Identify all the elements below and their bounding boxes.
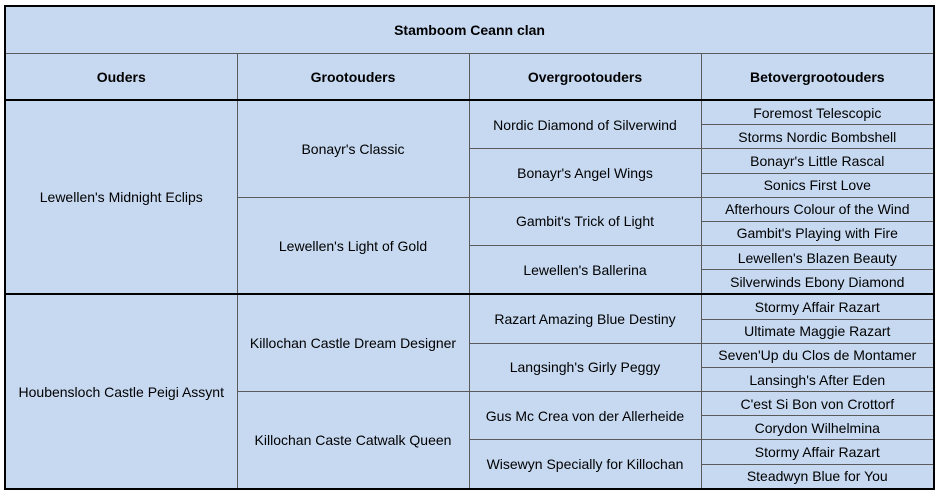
great-great-grandparent-cell: Corydon Wilhelmina	[701, 416, 934, 440]
grandparent-cell: Killochan Caste Catwalk Queen	[237, 392, 469, 489]
great-great-grandparent-cell: Seven'Up du Clos de Montamer	[701, 343, 934, 367]
great-great-grandparent-cell: Silverwinds Ebony Diamond	[701, 270, 934, 295]
header-grootouders: Grootouders	[237, 54, 469, 101]
parent-cell: Houbensloch Castle Peigi Assynt	[5, 294, 237, 489]
parent-cell: Lewellen's Midnight Eclips	[5, 100, 237, 294]
great-grandparent-cell: Gus Mc Crea von der Allerheide	[469, 392, 701, 440]
great-grandparent-cell: Lewellen's Ballerina	[469, 246, 701, 295]
great-great-grandparent-cell: Lewellen's Blazen Beauty	[701, 246, 934, 270]
great-great-grandparent-cell: C'est Si Bon von Crottorf	[701, 392, 934, 416]
great-grandparent-cell: Razart Amazing Blue Destiny	[469, 294, 701, 343]
header-overgrootouders: Overgrootouders	[469, 54, 701, 101]
grandparent-cell: Lewellen's Light of Gold	[237, 197, 469, 294]
great-great-grandparent-cell: Foremost Telescopic	[701, 100, 934, 125]
grandparent-cell: Killochan Castle Dream Designer	[237, 294, 469, 391]
great-great-grandparent-cell: Steadwyn Blue for You	[701, 464, 934, 489]
great-great-grandparent-cell: Stormy Affair Razart	[701, 294, 934, 319]
great-great-grandparent-cell: Sonics First Love	[701, 173, 934, 197]
great-grandparent-cell: Langsingh's Girly Peggy	[469, 343, 701, 391]
grandparent-cell: Bonayr's Classic	[237, 100, 469, 197]
great-grandparent-cell: Wisewyn Specially for Killochan	[469, 440, 701, 489]
great-great-grandparent-cell: Storms Nordic Bombshell	[701, 125, 934, 149]
great-grandparent-cell: Gambit's Trick of Light	[469, 197, 701, 245]
great-great-grandparent-cell: Lansingh's After Eden	[701, 367, 934, 391]
great-great-grandparent-cell: Afterhours Colour of the Wind	[701, 197, 934, 221]
great-great-grandparent-cell: Ultimate Maggie Razart	[701, 319, 934, 343]
pedigree-table	[4, 5, 935, 490]
great-grandparent-cell: Bonayr's Angel Wings	[469, 149, 701, 197]
table-title: Stamboom Ceann clan	[5, 6, 934, 54]
great-great-grandparent-cell: Stormy Affair Razart	[701, 440, 934, 464]
great-great-grandparent-cell: Bonayr's Little Rascal	[701, 149, 934, 173]
header-ouders: Ouders	[5, 54, 237, 101]
header-betovergrootouders: Betovergrootouders	[701, 54, 934, 101]
great-great-grandparent-cell: Gambit's Playing with Fire	[701, 221, 934, 245]
great-grandparent-cell: Nordic Diamond of Silverwind	[469, 100, 701, 149]
